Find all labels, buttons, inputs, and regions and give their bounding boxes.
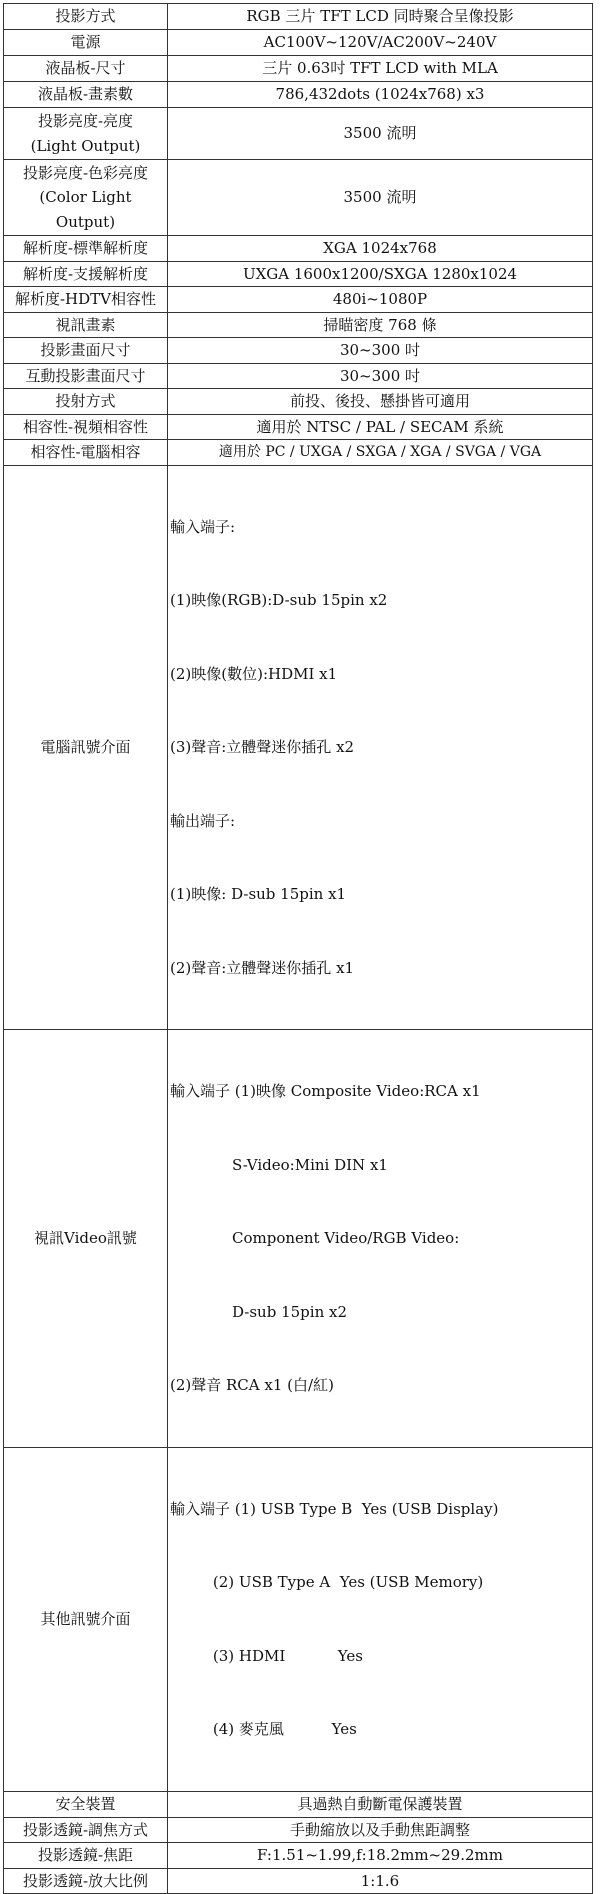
value-line: (3)聲音:立體聲迷你插孔 x2 (170, 738, 355, 756)
table-row (4, 312, 593, 338)
row-label: 安全裝置 (4, 1791, 168, 1817)
row-value: 適用於 NTSC / PAL / SECAM 系統 (168, 414, 593, 440)
table-row (4, 1817, 593, 1843)
row-value: 30~300 吋 (168, 338, 593, 364)
row-label: 投影亮度-亮度 (Light Output) (4, 108, 168, 160)
row-value (168, 1447, 593, 1791)
table-row (4, 160, 593, 236)
row-value: 三片 0.63吋 TFT LCD with MLA (168, 56, 593, 82)
value-line: S-Video:Mini DIN x1 (170, 1155, 388, 1174)
row-label: 視訊畫素 (4, 312, 168, 338)
value-line: 輸入端子 (1) USB Type B Yes (USB Display) (170, 1499, 499, 1518)
row-label: 投影透鏡-焦距 (4, 1843, 168, 1869)
row-value: 480i~1080P (168, 287, 593, 313)
row-label: 投影亮度-色彩亮度 (Color Light Output) (4, 160, 168, 236)
table-row (4, 108, 593, 160)
value-line: 輸入端子: (170, 517, 236, 536)
value-line: D-sub 15pin x2 (170, 1302, 348, 1321)
row-label: 相容性-電腦相容 (4, 440, 168, 466)
value-line: (4) 麥克風 Yes (170, 1720, 357, 1738)
table-row (4, 56, 593, 82)
row-value: UXGA 1600x1200/SXGA 1280x1024 (168, 261, 593, 287)
value-line: Component Video/RGB Video: (170, 1229, 460, 1247)
table-row (4, 1030, 593, 1448)
value-line: (2)聲音 RCA x1 (白/紅) (170, 1376, 334, 1394)
row-label: 解析度-HDTV相容性 (4, 287, 168, 313)
row-value: 前投、後投、懸掛皆可適用 (168, 389, 593, 415)
row-label: 液晶板-尺寸 (4, 56, 168, 82)
value-line: (2)映像(數位):HDMI x1 (170, 664, 338, 683)
row-label: 電腦訊號介面 (4, 465, 168, 1030)
row-label: 解析度-標準解析度 (4, 236, 168, 262)
row-value: 1:1.6 (168, 1868, 593, 1894)
table-row (4, 30, 593, 56)
row-value: F:1.51~1.99,f:18.2mm~29.2mm (168, 1843, 593, 1869)
row-label: 電源 (4, 30, 168, 56)
row-value: 手動縮放以及手動焦距調整 (168, 1817, 593, 1843)
row-label: 投射方式 (4, 389, 168, 415)
table-row (4, 4, 593, 30)
table-row (4, 338, 593, 364)
row-label: 液晶板-畫素數 (4, 82, 168, 108)
row-label: 投影透鏡-調焦方式 (4, 1817, 168, 1843)
value-line: (2)聲音:立體聲迷你插孔 x1 (170, 958, 355, 977)
value-line: (1)映像: D-sub 15pin x1 (170, 885, 347, 903)
table-row (4, 236, 593, 262)
row-value: 掃瞄密度 768 條 (168, 312, 593, 338)
row-value: XGA 1024x768 (168, 236, 593, 262)
row-label: 解析度-支援解析度 (4, 261, 168, 287)
row-value: 3500 流明 (168, 160, 593, 236)
table-row (4, 261, 593, 287)
table-row (4, 440, 593, 466)
value-line: 輸入端子 (1)映像 Composite Video:RCA x1 (170, 1082, 481, 1100)
row-label: 視訊Video訊號 (4, 1030, 168, 1448)
row-label: 其他訊號介面 (4, 1447, 168, 1791)
table-row (4, 1447, 593, 1791)
value-line: (2) USB Type A Yes (USB Memory) (170, 1573, 484, 1591)
row-value: 786,432dots (1024x768) x3 (168, 82, 593, 108)
row-label: 相容性-視頻相容性 (4, 414, 168, 440)
value-line: (1)映像(RGB):D-sub 15pin x2 (170, 591, 388, 609)
value-line: (3) HDMI Yes (170, 1646, 363, 1665)
row-value: AC100V~120V/AC200V~240V (168, 30, 593, 56)
table-row (4, 287, 593, 313)
spec-table (3, 3, 593, 1894)
table-row (4, 1843, 593, 1869)
table-row (4, 414, 593, 440)
table-row (4, 389, 593, 415)
row-label: 投影方式 (4, 4, 168, 30)
row-value (168, 1030, 593, 1448)
value-line: 輸出端子: (170, 811, 236, 830)
row-label: 互動投影畫面尺寸 (4, 363, 168, 389)
row-value: 3500 流明 (168, 108, 593, 160)
row-value (168, 465, 593, 1030)
row-value: RGB 三片 TFT LCD 同時聚合呈像投影 (168, 4, 593, 30)
table-row (4, 82, 593, 108)
table-row (4, 363, 593, 389)
row-label: 投影畫面尺寸 (4, 338, 168, 364)
table-row (4, 1868, 593, 1894)
table-row (4, 465, 593, 1030)
table-row (4, 1791, 593, 1817)
row-value: 適用於 PC / UXGA / SXGA / XGA / SVGA / VGA (168, 440, 593, 466)
spec-table-body (4, 4, 593, 1894)
row-value: 具過熱自動斷電保護裝置 (168, 1791, 593, 1817)
row-value: 30~300 吋 (168, 363, 593, 389)
row-label: 投影透鏡-放大比例 (4, 1868, 168, 1894)
